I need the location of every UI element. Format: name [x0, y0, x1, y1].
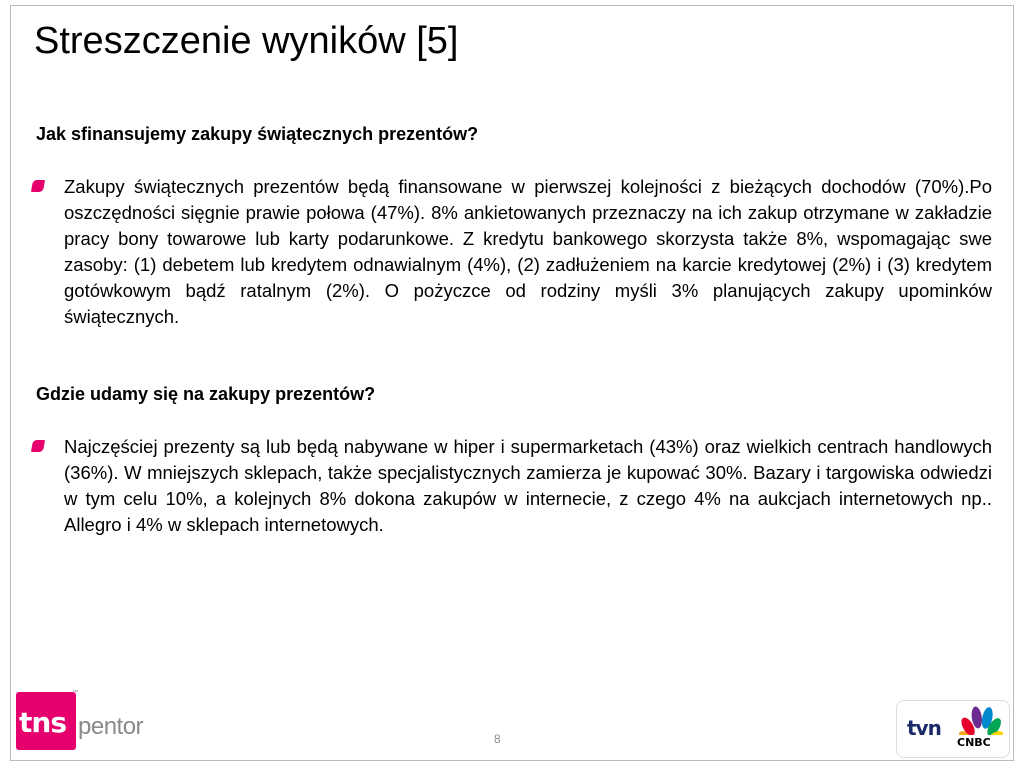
- tvn-logo: [903, 711, 949, 749]
- tvn-cnbc-logo: [896, 700, 1010, 758]
- bullet-icon: [31, 440, 45, 452]
- bullet-item-where: [30, 434, 992, 538]
- tvn-logo-text: tvn: [907, 716, 941, 740]
- pentor-logo-text: pentor: [78, 713, 144, 740]
- page-number: 8: [494, 732, 501, 746]
- tns-logo-text: tns: [19, 706, 66, 739]
- bullet-text-financing: Zakupy świątecznych prezentów będą finansowane w pierwszej kolejności z bieżących dochodów (70%).Po oszczędności sięgnie prawie połowa (47%). 8% ankietowanych przeznaczy na ich zakup otrzymane w zakładzie pracy bony towarowe lub karty podarunkowe. Z kredytu bankowego skorzysta także 8%, wspomagając swe zasoby: (1) debetem lub kredytem odnawialnym (4%), (2) zadłużeniem na karcie kredytowej (2%) i (3) kredytem gotówkowym bądź ratalnym (2%). O pożyczce od rodziny myśli 3% planujących zakupy upominków świątecznych.: [64, 176, 992, 327]
- slide-frame: [10, 5, 1014, 761]
- slide-title: Streszczenie wyników [5]: [34, 20, 459, 62]
- bullet-item-financing: [30, 174, 992, 330]
- section-heading-where: Gdzie udamy się na zakupy prezentów?: [36, 384, 376, 404]
- cnbc-peacock-icon: [959, 705, 1003, 735]
- trademark-mark: ™: [72, 690, 78, 696]
- section-heading-financing: Jak sfinansujemy zakupy świątecznych prezentów?: [36, 124, 479, 144]
- cnbc-logo-text: CNBC: [957, 736, 991, 749]
- tns-logo: [16, 692, 76, 750]
- bullet-icon: [31, 180, 45, 192]
- bullet-text-where: Najczęściej prezenty są lub będą nabywane w hiper i supermarketach (43%) oraz wielkich centrach handlowych (36%). W mniejszych sklepach, także specjalistycznych zamierza je kupować 30%. Bazary i targowiska odwiedzi w tym celu 10%, a kolejnych 8% dokona zakupów w internecie, z czego 4% na aukcjach internetowych np.. Allegro i 4% w sklepach internetowych.: [64, 436, 992, 535]
